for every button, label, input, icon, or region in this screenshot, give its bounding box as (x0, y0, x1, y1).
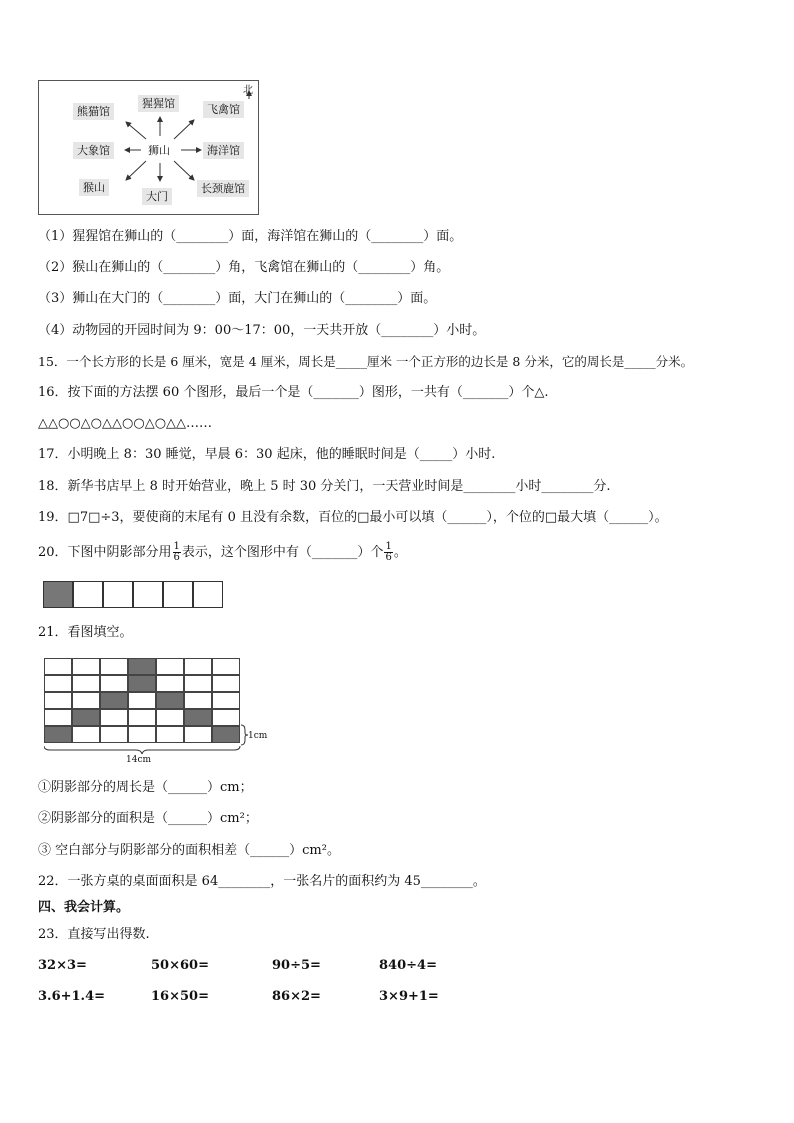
q14-part3: （3）狮山在大门的（________）面，大门在狮山的（________）面。 (38, 291, 437, 306)
fraction-numerator-2: 1 (385, 541, 392, 552)
question-18: 18．新华书店早上 8 时开始营业，晚上 5 时 30 分关门，一天营业时间是________小时________分. (38, 479, 611, 494)
panda-hall: 熊猫馆 (73, 103, 114, 120)
grid-cell (128, 692, 156, 709)
grid-cell (100, 658, 128, 675)
grid-cell (100, 726, 128, 743)
grid-cell (72, 675, 100, 692)
grid-cell (72, 658, 100, 675)
calc-item: 50×60= (151, 958, 209, 973)
question-22: 22．一张方桌的桌面面积是 64________，一张名片的面积约为 45________。 (38, 874, 486, 889)
grid-cell (212, 709, 240, 726)
grid-cell (72, 726, 100, 743)
calc-item: 840÷4= (379, 958, 437, 973)
zoo-map (38, 80, 259, 215)
grid-cell (100, 709, 128, 726)
grid-cell (184, 692, 212, 709)
strip-cell (133, 581, 163, 608)
north-label: 北 (243, 85, 253, 96)
grid-cell-shaded (128, 658, 156, 675)
fraction-denominator: 6 (173, 552, 180, 563)
grid-cell-shaded (128, 675, 156, 692)
question-17: 17．小明晚上 8：30 睡觉，早晨 6：30 起床，他的睡眠时间是（_____）小时. (38, 447, 496, 462)
grid-cell (72, 692, 100, 709)
question-15: 15．一个长方形的长是 6 厘米，宽是 4 厘米，周长是_____厘米 一个正方形的边长是 8 分米，它的周长是_____分米。 (38, 354, 694, 369)
grid-cell (44, 692, 72, 709)
q14-part2: （2）猴山在狮山的（________）角，飞禽馆在狮山的（________）角。 (38, 260, 450, 275)
question-16: 16．按下面的方法摆 60 个图形，最后一个是（_______）图形，一共有（_______）个△. (38, 385, 549, 400)
q20-middle: 表示，这个图形中有（_______）个 (181, 545, 384, 560)
question-23: 23．直接写出得数. (38, 927, 150, 942)
section-4-heading: 四、我会计算。 (38, 900, 130, 915)
bird-hall: 飞禽馆 (203, 101, 244, 118)
calc-item: 32×3= (38, 958, 87, 973)
strip-cell (73, 581, 103, 608)
strip-cell (163, 581, 193, 608)
grid-cell-shaded (212, 726, 240, 743)
fraction-one-sixth (173, 542, 181, 563)
grid-cell-shaded (72, 709, 100, 726)
grid-cell (212, 675, 240, 692)
fraction-denominator-2: 6 (385, 552, 392, 563)
ocean-hall: 海洋馆 (203, 142, 244, 159)
grid-cell (184, 726, 212, 743)
q14-part1: （1）猩猩馆在狮山的（________）面，海洋馆在狮山的（________）面。 (38, 229, 463, 244)
monkey-hill: 猴山 (79, 179, 109, 196)
main-gate: 大门 (142, 188, 172, 205)
grid-cell (44, 675, 72, 692)
strip-cell-shaded (43, 581, 73, 608)
calc-item: 3.6+1.4= (38, 989, 106, 1004)
calc-item: 90÷5= (272, 958, 321, 973)
grid-cell (156, 658, 184, 675)
q20-suffix: 。 (393, 545, 407, 560)
question-19: 19．□7□÷3，要使商的末尾有 0 且没有余数，百位的□最小可以填（______），个位的□最大填（______）。 (38, 510, 668, 525)
calc-item: 16×50= (151, 989, 209, 1004)
question-20 (38, 540, 407, 566)
strip-cell (103, 581, 133, 608)
question-21-title: 21．看图填空。 (38, 625, 133, 640)
grid-cell (44, 709, 72, 726)
q20-prefix: 20．下图中阴影部分用 (38, 545, 172, 560)
height-label: 1cm (248, 731, 268, 741)
strip-cell (193, 581, 223, 608)
grid-cell (156, 675, 184, 692)
question-16-pattern: △△○○△○△△○○△○△△…… (38, 416, 213, 431)
grid-cell-shaded (156, 692, 184, 709)
grid-cell (156, 709, 184, 726)
grid-cell (44, 658, 72, 675)
giraffe-hall: 长颈鹿馆 (197, 180, 249, 197)
grid-cell (184, 675, 212, 692)
calc-item: 86×2= (272, 989, 321, 1004)
grid-cell (156, 726, 184, 743)
lion-hill: 狮山 (148, 144, 170, 157)
gorilla-hall: 猩猩馆 (138, 95, 179, 112)
fraction-one-sixth-2 (384, 542, 392, 563)
grid-cell (212, 658, 240, 675)
grid-cell (128, 709, 156, 726)
grid-cell (128, 726, 156, 743)
fraction-numerator: 1 (173, 541, 180, 552)
calc-item: 3×9+1= (379, 989, 439, 1004)
q21-item3: ③ 空白部分与阴影部分的面积相差（______）cm²。 (38, 843, 340, 858)
q21-item2: ②阴影部分的面积是（______）cm²； (38, 811, 258, 826)
grid-cell (100, 675, 128, 692)
q14-part4: （4）动物园的开园时间为 9：00～17：00，一天共开放（________）小时。 (38, 323, 486, 338)
grid-cell-shaded (100, 692, 128, 709)
q21-item1: ①阴影部分的周长是（______）cm； (38, 780, 253, 795)
width-brace (44, 744, 264, 762)
grid-cell (212, 692, 240, 709)
grid-cell-shaded (184, 709, 212, 726)
width-label: 14cm (126, 755, 152, 765)
elephant-hall: 大象馆 (73, 142, 114, 159)
grid-cell-shaded (44, 726, 72, 743)
grid-cell (184, 658, 212, 675)
